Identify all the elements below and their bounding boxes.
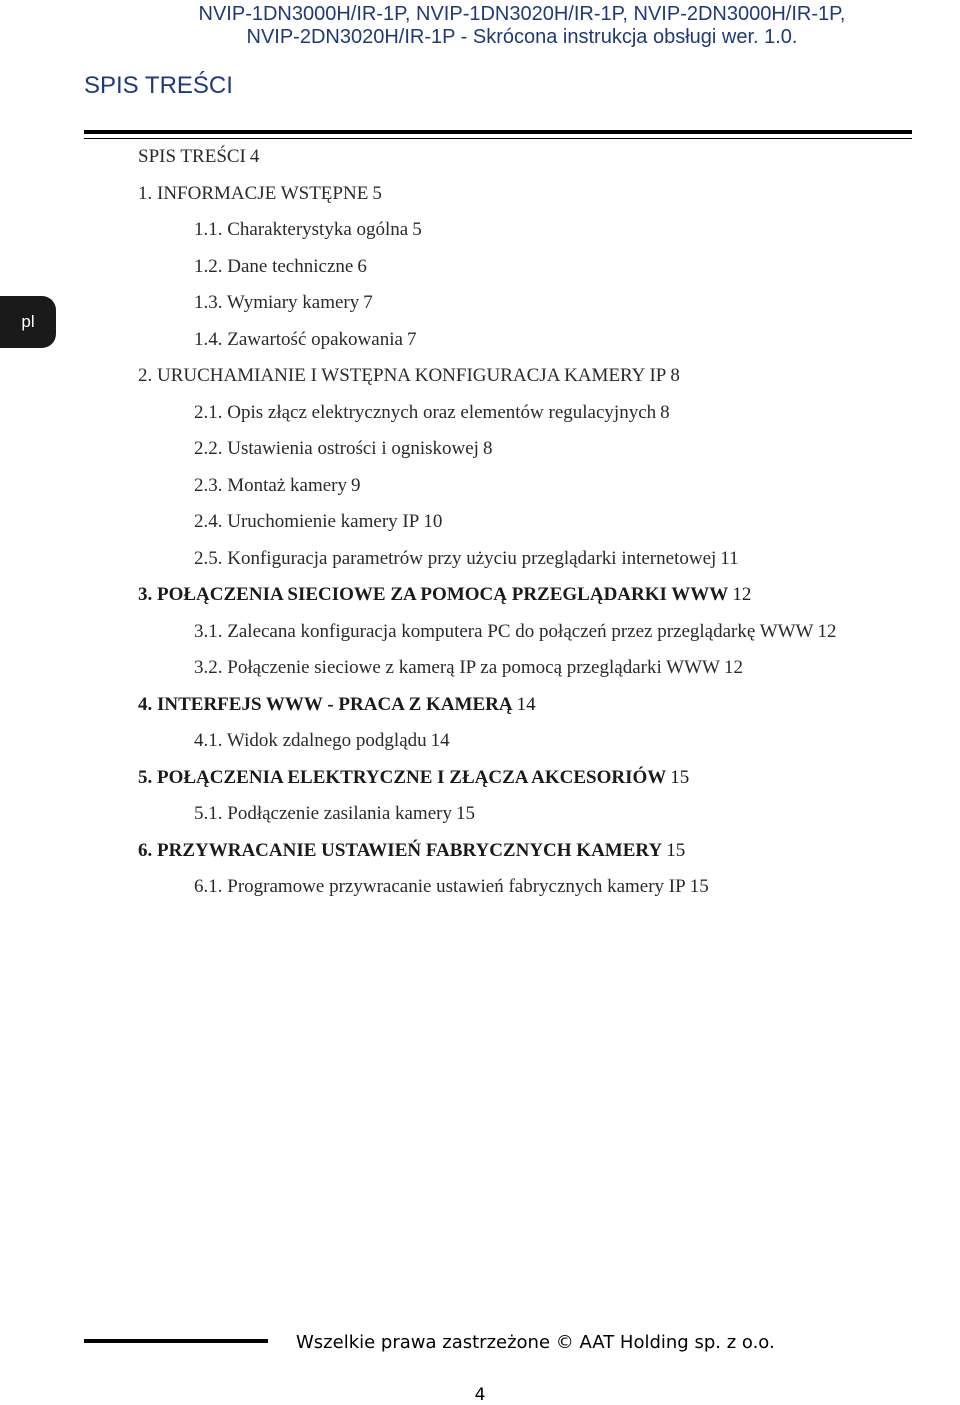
toc-entry-label: 6. PRZYWRACANIE USTAWIEŃ FABRYCZNYCH KAMERY: [138, 840, 663, 861]
toc-entry-label: 3.1. Zalecana konfiguracja komputera PC do połączeń przez przeglądarkę WWW: [194, 621, 814, 642]
toc-entry-page: 8: [670, 365, 680, 386]
title-divider-thin: [84, 138, 912, 139]
toc-entry-page: 12: [817, 621, 837, 642]
page-number: 4: [474, 1385, 486, 1405]
document-header-line-1: NVIP-1DN3000H/IR-1P, NVIP-1DN3020H/IR-1P, NVIP-2DN3000H/IR-1P,: [198, 3, 846, 25]
toc-entry-page: 8: [482, 438, 493, 459]
footer-divider: [84, 1339, 268, 1343]
toc-entry-page: 12: [723, 657, 743, 678]
section-title: SPIS TREŚCI: [84, 72, 233, 99]
toc-entry-page: 12: [732, 584, 752, 605]
document-header-line-2: NVIP-2DN3020H/IR-1P - Skrócona instrukcja obsługi wer. 1.0.: [246, 26, 798, 48]
toc-entry-label: 5. POŁĄCZENIA ELEKTRYCZNE I ZŁĄCZA AKCESORIÓW: [138, 767, 667, 788]
toc-entry-page: 8: [660, 402, 670, 423]
toc-entry-page: 7: [363, 292, 373, 313]
toc-entry-label: 1.4. Zawartość opakowania: [194, 329, 403, 350]
toc-entry-label: 1. INFORMACJE WSTĘPNE: [138, 183, 369, 204]
toc-entry-label: 2.5. Konfiguracja parametrów przy użyciu przeglądarki internetowej: [194, 548, 717, 569]
language-tab-label: pl: [21, 312, 35, 331]
toc-entry-page: 7: [406, 329, 417, 350]
toc-entry-page: 10: [423, 511, 443, 532]
toc-entry-label: 4. INTERFEJS WWW - PRACA Z KAMERĄ: [138, 694, 513, 715]
footer-copyright: Wszelkie prawa zastrzeżone © AAT Holding sp. z o.o.: [296, 1332, 775, 1353]
toc-entry-page: 6: [357, 256, 367, 277]
toc-entry-page: 5: [372, 183, 382, 204]
toc-entry-label: 4.1. Widok zdalnego podglądu: [194, 730, 427, 751]
toc-entry-page: 11: [720, 548, 739, 569]
toc-entry-label: 2. URUCHAMIANIE I WSTĘPNA KONFIGURACJA KAMERY IP: [138, 365, 667, 386]
toc-entry-label: SPIS TREŚCI: [138, 146, 246, 167]
toc-entry-label: 1.2. Dane techniczne: [194, 256, 354, 277]
toc-entry-label: 1.3. Wymiary kamery: [194, 292, 360, 313]
toc-entry-label: 2.2. Ustawienia ostrości i ogniskowej: [194, 438, 479, 459]
toc-entry-label: 1.1. Charakterystyka ogólna: [194, 219, 409, 240]
toc-entry-label: 2.4. Uruchomienie kamery IP: [194, 511, 420, 532]
language-tab: [0, 296, 56, 348]
toc-entry-page: 14: [430, 730, 450, 751]
toc-entry-page: 4: [249, 146, 260, 167]
toc-entry-page: 5: [412, 219, 422, 240]
toc-entry-label: 2.1. Opis złącz elektrycznych oraz elementów regulacyjnych: [194, 402, 657, 423]
toc-entry-label: 2.3. Montaż kamery: [194, 475, 348, 496]
toc-entry-label: 3.2. Połączenie sieciowe z kamerą IP za pomocą przeglądarki WWW: [194, 657, 720, 678]
title-divider-thick: [84, 130, 912, 134]
toc-entry-label: 5.1. Podłączenie zasilania kamery: [194, 803, 452, 824]
toc-entry-page: 15: [689, 876, 709, 897]
toc-entry-page: 14: [516, 694, 536, 715]
toc-entry-label: 6.1. Programowe przywracanie ustawień fabrycznych kamery IP: [194, 876, 686, 897]
toc-entry-label: 3. POŁĄCZENIA SIECIOWE ZA POMOCĄ PRZEGLĄDARKI WWW: [138, 584, 729, 605]
toc-entry-page: 15: [666, 840, 686, 861]
toc-entry-page: 15: [670, 767, 690, 788]
toc-entry-page: 9: [351, 475, 361, 496]
toc-entry-page: 15: [455, 803, 475, 824]
